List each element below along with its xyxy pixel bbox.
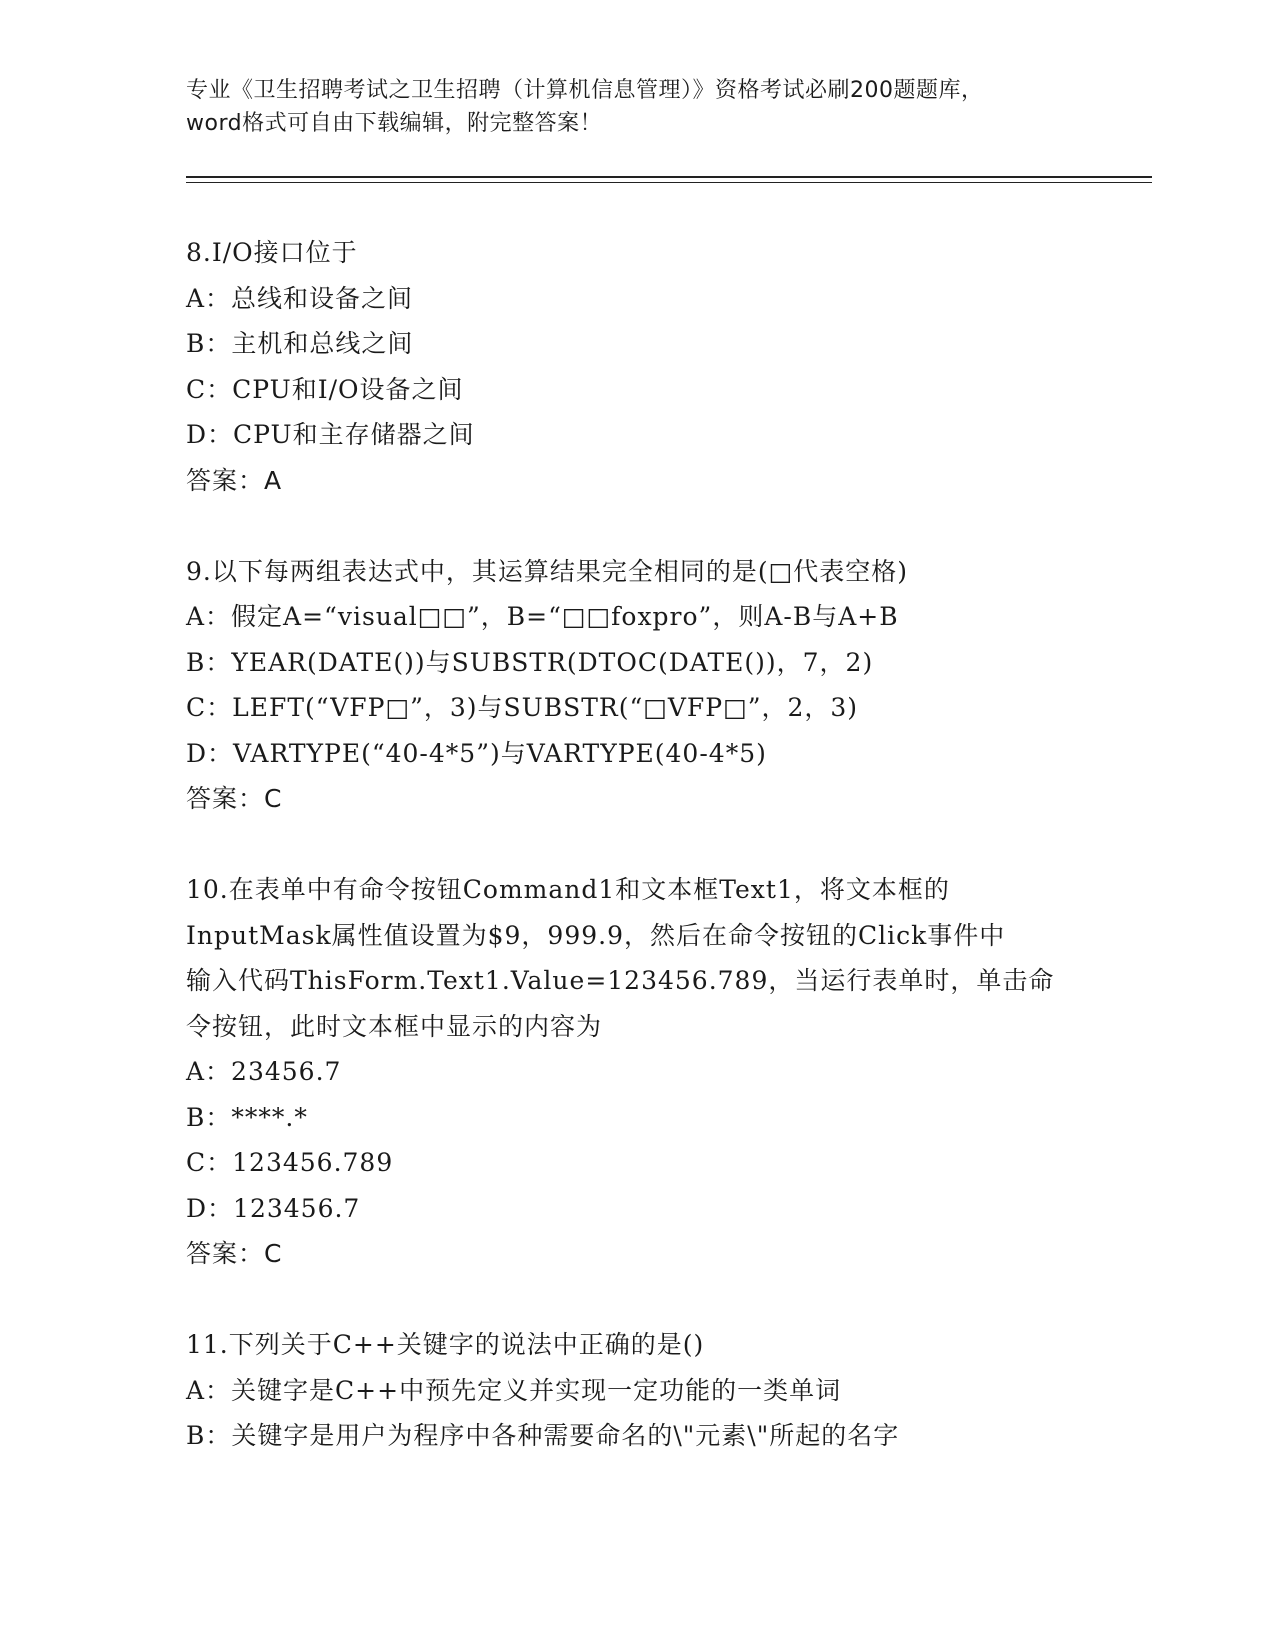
option-a: A：关键字是C++中预先定义并实现一定功能的一类单词 (186, 1375, 842, 1405)
option-d: D：CPU和主存储器之间 (186, 420, 475, 449)
answer-line: 答案：C (186, 1239, 283, 1268)
question-item (186, 230, 1086, 503)
question-stem: 令按钮，此时文本框中显示的内容为 (186, 1011, 603, 1041)
question-stem: 9.以下每两组表达式中，其运算结果完全相同的是(□代表空格) (186, 556, 908, 586)
question-stem: 8.I/O接口位于 (186, 238, 358, 267)
question-stem: InputMask属性值设置为$9，999.9，然后在命令按钮的Click事件中 (186, 920, 1006, 950)
option-c: C：123456.789 (186, 1148, 394, 1177)
option-b: B：主机和总线之间 (186, 329, 414, 358)
document-header (186, 74, 1086, 140)
option-d: D：123456.7 (186, 1193, 361, 1223)
question-item (186, 867, 1086, 1277)
question-stem: 10.在表单中有命令按钮Command1和文本框Text1，将文本框的 (186, 875, 950, 904)
option-c: C：LEFT(“VFP□”，3)与SUBSTR(“□VFP□”，2，3) (186, 693, 859, 722)
option-a: A：总线和设备之间 (186, 283, 414, 313)
question-list (186, 230, 1086, 1459)
question-stem: 输入代码ThisForm.Text1.Value=123456.789，当运行表单时，单击命 (186, 966, 1055, 995)
question-item (186, 1322, 1086, 1459)
option-b: B：YEAR(DATE())与SUBSTR(DTOC(DATE())，7，2) (186, 647, 874, 677)
answer-line: 答案：A (186, 465, 283, 495)
option-a: A：23456.7 (186, 1057, 342, 1086)
header-title-line-2: word格式可自由下载编辑，附完整答案！ (186, 111, 603, 136)
option-d: D：VARTYPE(“40-4*5”)与VARTYPE(40-4*5) (186, 738, 767, 768)
header-divider-thick (186, 176, 1152, 178)
answer-line: 答案：C (186, 784, 283, 813)
question-stem: 11.下列关于C++关键字的说法中正确的是() (186, 1330, 705, 1359)
option-c: C：CPU和I/O设备之间 (186, 374, 464, 404)
header-divider-thin (186, 182, 1152, 183)
option-b: B：关键字是用户为程序中各种需要命名的\"元素\"所起的名字 (186, 1421, 900, 1450)
option-a: A：假定A=“visual□□”，B=“□□foxpro”，则A-B与A+B (186, 602, 899, 631)
question-item (186, 549, 1086, 822)
option-b: B：****.* (186, 1102, 308, 1132)
header-title-line-1: 专业《卫生招聘考试之卫生招聘（计算机信息管理）》资格考试必刷200题题库， (186, 78, 984, 103)
